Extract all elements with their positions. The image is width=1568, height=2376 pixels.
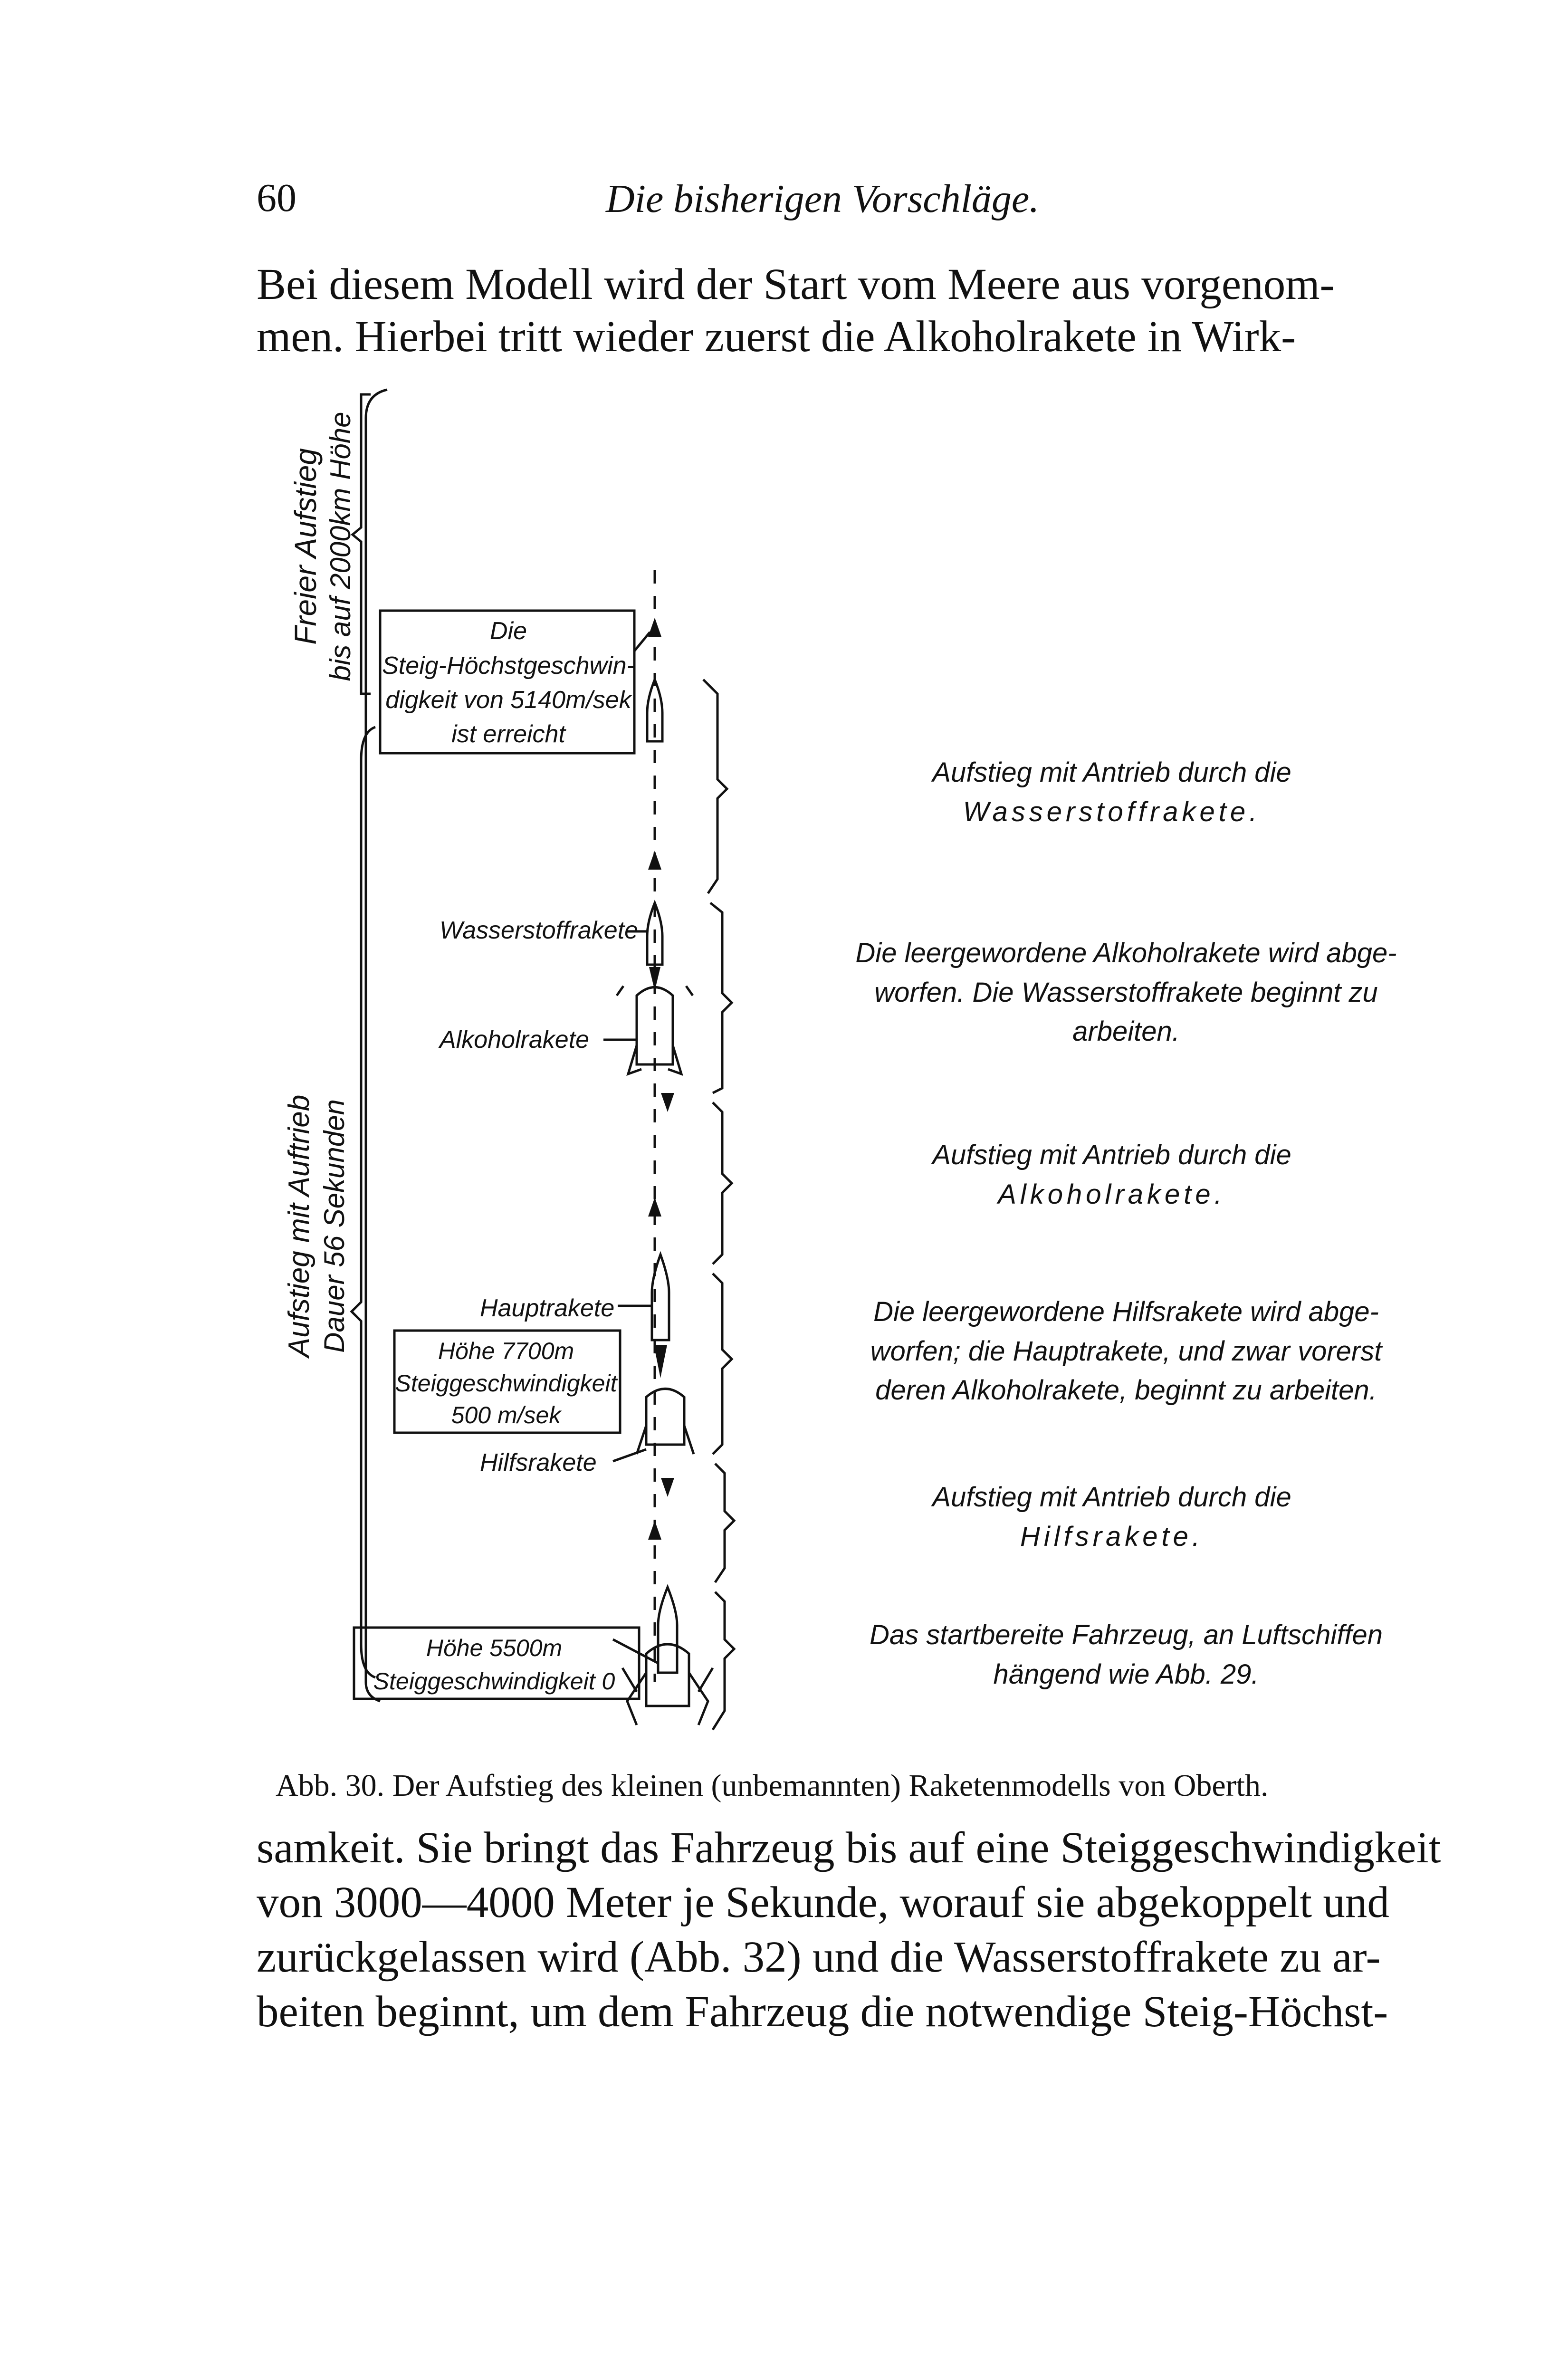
right-brace-2 <box>710 903 732 1093</box>
bottom-box-pointer <box>613 1639 658 1663</box>
right-brace-1 <box>703 680 727 893</box>
label-hauptrakete: Hauptrakete <box>480 1294 615 1322</box>
booster-rocket-icon <box>646 1389 684 1445</box>
right-brace-3 <box>713 1102 732 1264</box>
alcohol-rocket-icon <box>637 987 673 1065</box>
note-3-line-2: Alkoholrakete. <box>998 1179 1226 1210</box>
label-hilfsrakete: Hilfsrakete <box>480 1449 597 1476</box>
note-2-line-2: worfen. Die Wasserstoffrakete beginnt zu <box>874 977 1378 1008</box>
free-ascent-label-2: bis auf 2000km Höhe <box>325 412 356 681</box>
up-arrow-2 <box>648 851 661 870</box>
ready-rocket-legs <box>622 1668 713 1725</box>
note-4-line-1: Die leergewordene Hilfsrakete wird abge- <box>873 1296 1379 1327</box>
note-4-line-2: worfen; die Hauptrakete, und zwar vorerst <box>870 1336 1382 1367</box>
intro-line-2: men. Hierbei tritt wieder zuerst die Alkoholrakete in Wirk- <box>257 312 1296 361</box>
right-brace-5 <box>715 1464 734 1582</box>
body-line-1: samkeit. Sie bringt das Fahrzeug bis auf eine Steiggeschwindigkeit <box>257 1823 1441 1872</box>
middle-box-line-2: Steiggeschwindigkeit <box>395 1370 617 1397</box>
bottom-box-line-2: Steiggeschwindigkeit 0 <box>373 1668 615 1695</box>
label-alkoholrakete: Alkoholrakete <box>440 1026 590 1054</box>
outer-left-bracket <box>366 390 387 1701</box>
powered-ascent-label-2: Dauer 56 Sekunden <box>318 1099 350 1353</box>
note-1-line-1: Aufstieg mit Antrieb durch die <box>932 757 1291 788</box>
note-5-line-1: Aufstieg mit Antrieb durch die <box>932 1482 1291 1513</box>
down-arrow-2 <box>661 1478 674 1497</box>
note-4-line-3: deren Alkoholrakete, beginnt zu arbeiten. <box>875 1375 1377 1406</box>
intro-line-1: Bei diesem Modell wird der Start vom Meere aus vorgenom- <box>257 260 1335 309</box>
body-line-4: beiten beginnt, um dem Fahrzeug die notwendige Steig-Höchst- <box>257 1987 1388 2036</box>
right-brace-6 <box>713 1592 734 1730</box>
left-brace-lower <box>352 727 375 1677</box>
ready-booster-icon <box>646 1644 689 1706</box>
up-arrow-3 <box>648 1198 661 1217</box>
note-2-line-1: Die leergewordene Alkoholrakete wird abge- <box>855 938 1397 968</box>
up-arrow-1 <box>648 618 661 637</box>
note-3-line-1: Aufstieg mit Antrieb durch die <box>932 1140 1291 1170</box>
note-5-line-2: Hilfsrakete. <box>1020 1521 1204 1552</box>
top-box-pointer <box>634 632 650 651</box>
right-brace-4 <box>713 1274 732 1454</box>
note-1-line-2: Wasserstoffrakete. <box>963 796 1261 827</box>
ready-rocket-icon <box>658 1587 677 1673</box>
page-number: 60 <box>257 176 296 220</box>
pointer-hilfsrakete <box>613 1449 646 1461</box>
top-box-line-4: ist erreicht <box>451 720 565 748</box>
label-wasserstoffrakete: Wasserstoffrakete <box>440 917 639 944</box>
bottom-box-line-1: Höhe 5500m <box>426 1635 563 1661</box>
figure-caption: Abb. 30. Der Aufstieg des kleinen (unbemannten) Raketenmodells von Oberth. <box>276 1768 1269 1803</box>
body-line-2: von 3000—4000 Meter je Sekunde, worauf sie abgekoppelt und <box>257 1878 1389 1927</box>
running-title: Die bisherigen Vorschläge. <box>606 177 1040 221</box>
top-box-line-3: digkeit von 5140m/sek <box>385 686 631 714</box>
middle-box-line-1: Höhe 7700m <box>438 1338 574 1364</box>
up-arrow-4 <box>648 1521 661 1540</box>
free-ascent-label-1: Freier Aufstieg <box>288 448 323 645</box>
body-line-3: zurückgelassen wird (Abb. 32) und die Wasserstoffrakete zu ar- <box>257 1933 1381 1982</box>
note-6-line-1: Das startbereite Fahrzeug, an Luftschiffen <box>869 1619 1383 1650</box>
middle-box-line-3: 500 m/sek <box>451 1402 561 1428</box>
top-box-line-1: Die <box>489 617 527 645</box>
powered-ascent-label-1: Aufstieg mit Auftrieb <box>283 1094 316 1358</box>
note-2-line-3: arbeiten. <box>1072 1016 1180 1047</box>
down-arrow-1 <box>661 1093 674 1112</box>
note-6-line-2: hängend wie Abb. 29. <box>993 1659 1259 1690</box>
top-box-line-2: Steig-Höchstgeschwin- <box>382 652 635 680</box>
